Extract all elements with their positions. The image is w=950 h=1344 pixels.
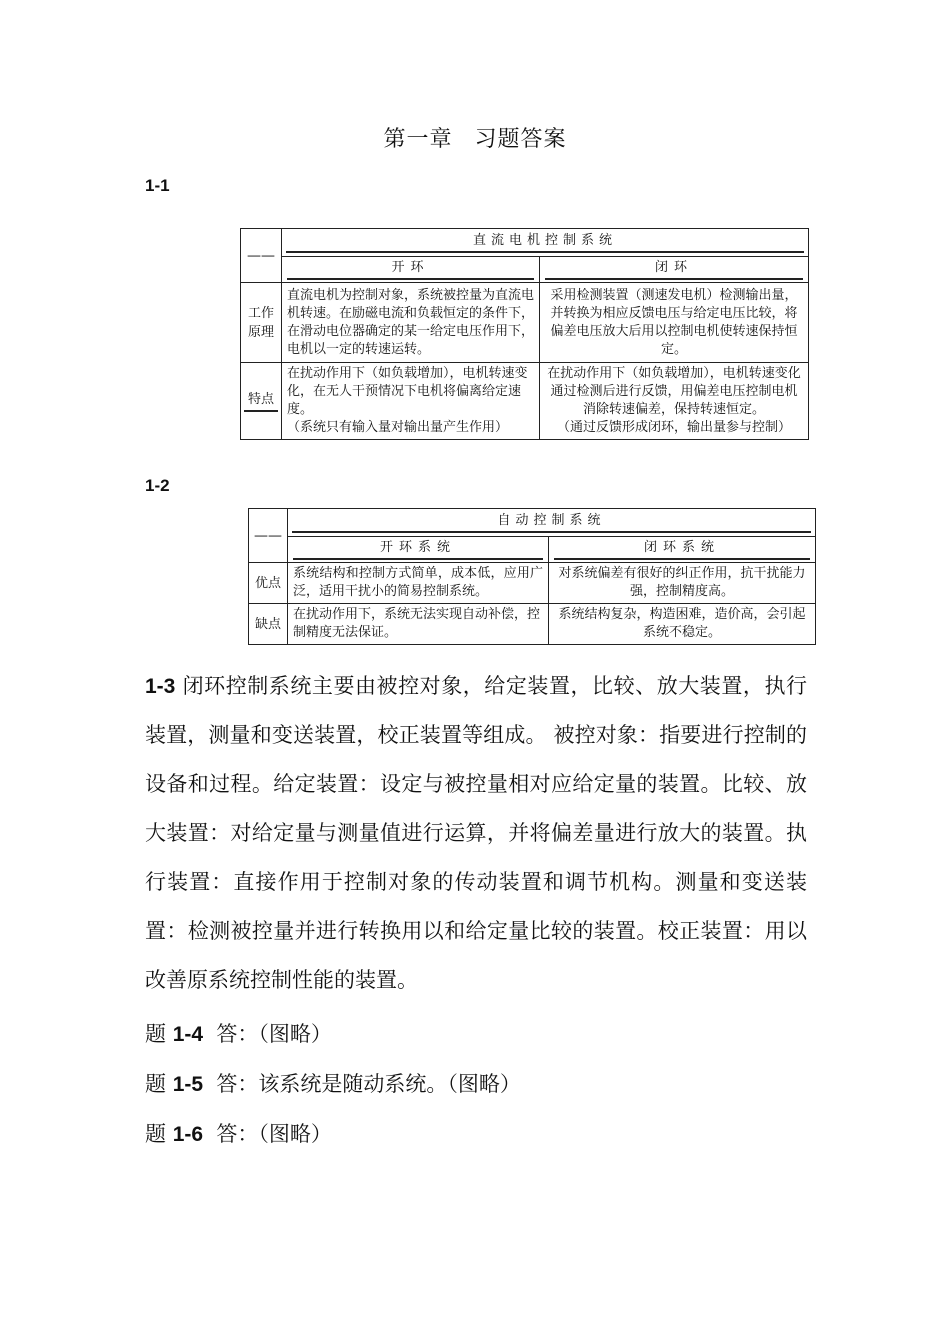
column-closed-loop: 闭环系统 [549, 537, 816, 563]
cell-closed-features: 在扰动作用下（如负载增加），电机转速变化通过检测后进行反馈，用偏差电压控制电机消除转速偏差，保持转速恒定。 （通过反馈形成闭环，输出量参与控制） [540, 363, 809, 440]
cell-open-advantages: 系统结构和控制方式简单，成本低，应用广泛，适用干扰小的简易控制系统。 [288, 563, 549, 604]
section-label-1-1: 1-1 [145, 176, 170, 195]
cell-open-principle: 直流电机为控制对象，系统被控量为直流电机转速。在励磁电流和负载恒定的条件下，在滑动电位器确定的某一给定电压作用下，电机以一定的转速运转。 [282, 283, 540, 363]
answer-1-6: 题 1-6 答：（图略） [145, 1122, 332, 1146]
table-corner: —— [249, 509, 288, 563]
row-head-principle: 工作原理 [241, 283, 282, 363]
table-corner: —— [241, 229, 282, 283]
column-open-loop: 开环 [282, 257, 540, 283]
table-group-header: 自动控制系统 [288, 509, 816, 537]
answer-1-5: 题 1-5 答：该系统是随动系统。（图略） [145, 1072, 521, 1096]
column-closed-loop: 闭环 [540, 257, 809, 283]
title-chapter: 第一章 [383, 127, 453, 152]
cell-closed-principle: 采用检测装置（测速发电机）检测输出量，并转换为相应反馈电压与给定电压比较，将偏差电压放大后用以控制电机使转速保持恒定。 [540, 283, 809, 363]
section-label-1-2: 1-2 [145, 476, 170, 495]
column-open-loop: 开环系统 [288, 537, 549, 563]
answer-1-3-text: 闭环控制系统主要由被控对象，给定装置，比较、放大装置，执行装置，测量和变送装置，校正装置等组成。 被控对象：指要进行控制的设备和过程。给定装置：设定与被控量相对应给定量的装置。比较、放大装置：对给定量与测量值进行运算，并将偏差量进行放大的装置。执行装置：直接作用于控制对象的传动装置和调节机构。测量和变送装置：检测被控量并进行转换用以和给定量比较的装置。校正装置：用以改善原系统控制性能的装置。 [145, 674, 807, 992]
answer-1-3-paragraph [145, 662, 807, 1005]
cell-closed-advantages: 对系统偏差有很好的纠正作用，抗干扰能力强，控制精度高。 [549, 563, 816, 604]
page-title [0, 122, 950, 153]
answer-1-4: 题 1-4 答：（图略） [145, 1022, 332, 1046]
open-note: （系统只有输入量对输出量产生作用） [287, 420, 509, 435]
cell-open-features: 在扰动作用下（如负载增加），电机转速变化，在无人干预情况下电机将偏离给定速度。 （系统只有输入量对输出量产生作用） [282, 363, 540, 440]
row-head-disadvantages: 缺点 [249, 604, 288, 645]
closed-note: （通过反馈形成闭环，输出量参与控制） [556, 420, 791, 435]
cell-open-disadvantages: 在扰动作用下，系统无法实现自动补偿，控制精度无法保证。 [288, 604, 549, 645]
table-auto-control-systems [248, 508, 816, 645]
row-head-advantages: 优点 [249, 563, 288, 604]
cell-closed-disadvantages: 系统结构复杂，构造困难，造价高，会引起系统不稳定。 [549, 604, 816, 645]
title-subject: 习题答案 [474, 127, 567, 152]
row-head-features: 特点 [241, 363, 282, 440]
table-group-header: 直流电机控制系统 [282, 229, 809, 257]
section-label-1-3: 1-3 [145, 675, 176, 698]
table-dc-motor-control [240, 228, 809, 440]
